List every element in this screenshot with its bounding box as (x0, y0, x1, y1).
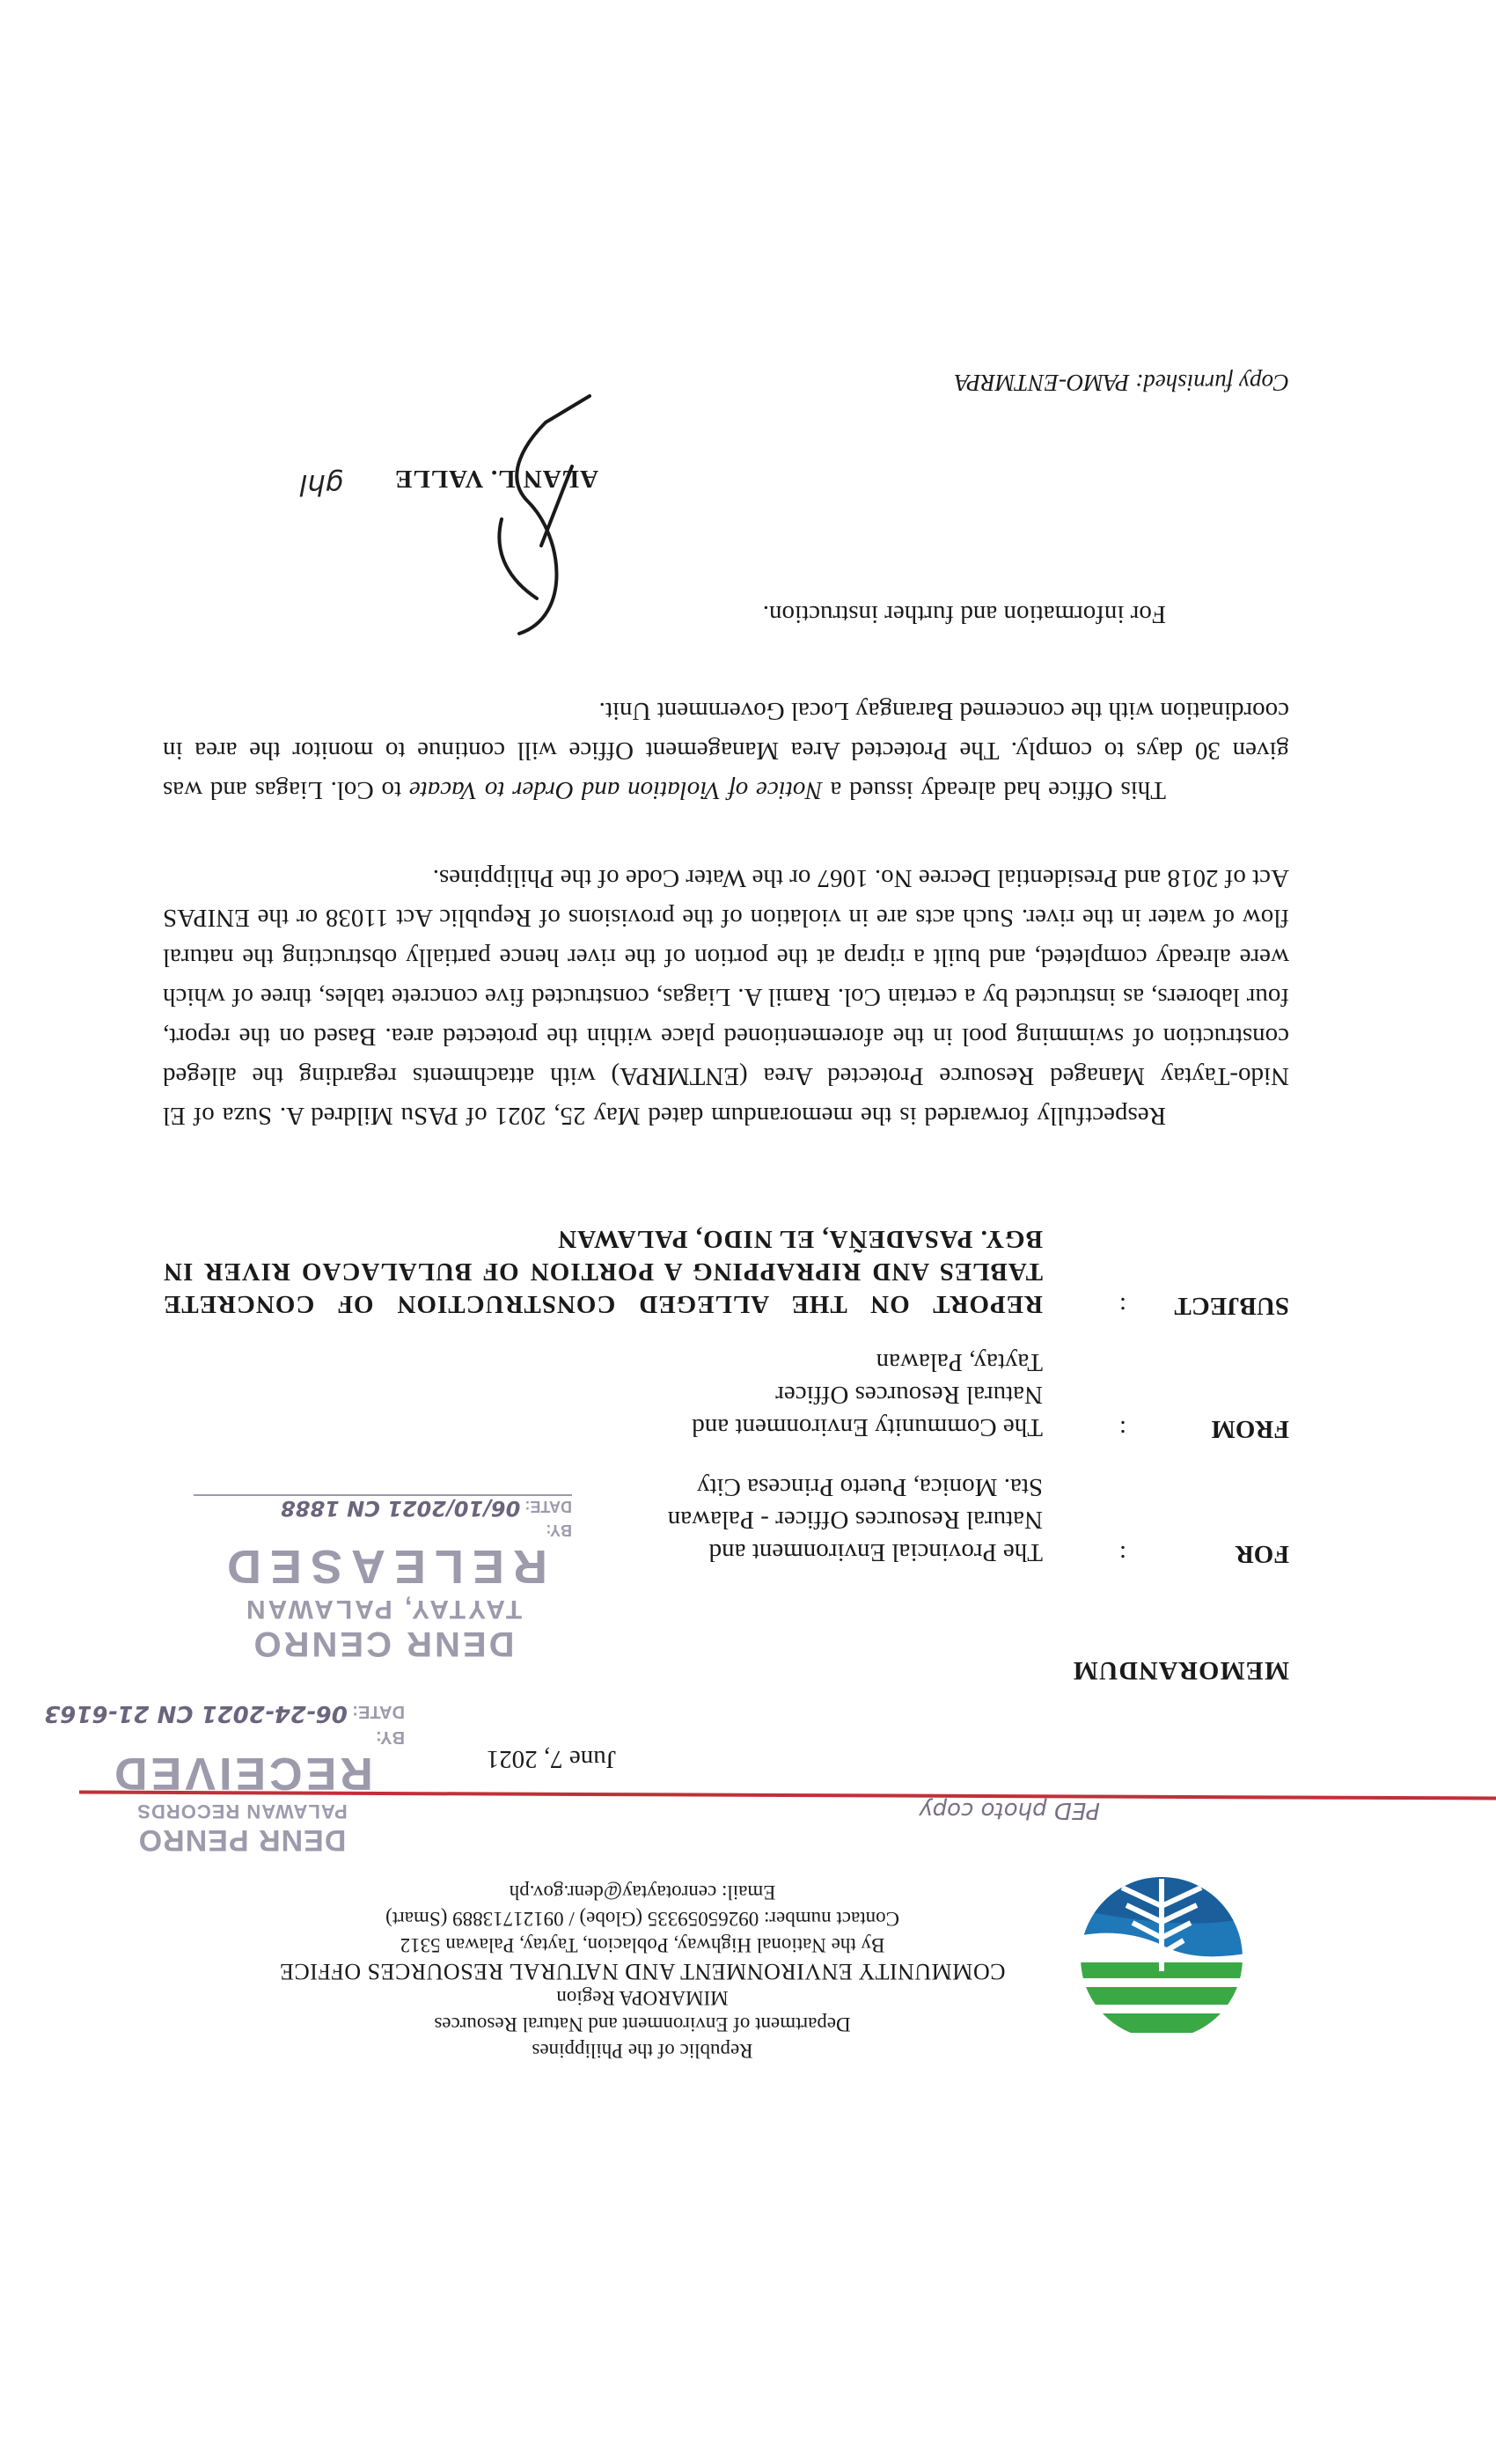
for-label: FOR (1235, 1540, 1289, 1568)
from-line-2: Natural Resources Officer (775, 1381, 1043, 1409)
subject-label: SUBJECT (1174, 1292, 1289, 1320)
from-colon: : (1118, 1415, 1126, 1443)
from-line-3: Taytay, Palawan (876, 1348, 1043, 1376)
for-line-3: Sta. Monica, Puerto Princesa City (696, 1473, 1043, 1501)
received-date-label: DATE: (352, 1702, 405, 1721)
signature-scribble-icon (449, 387, 625, 651)
header-address: By the National Highway, Poblacion, Taytay, Palawan 5312 (400, 1934, 885, 1956)
released-stamp (194, 1494, 572, 1663)
copy-furnished: Copy furnished: PAMO-ENTMRPA (955, 370, 1289, 396)
handwritten-note: PED photo copy (919, 1797, 1100, 1823)
header-department: Department of Environment and Natural Resources (434, 2013, 851, 2035)
letterhead (202, 1879, 1082, 2064)
signatory-name: ALAN L. VALLE (394, 465, 598, 493)
subject-text: REPORT ON THE ALLEGED CONSTRUCTION OF CONCRETE TABLES AND RIPRAPPING A PORTION OF BULALACAO RIVER IN BGY. PASADEÑA, EL NIDO, PALAWAN (163, 1225, 1043, 1318)
received-stamp-by (79, 1727, 405, 1747)
released-by-label: BY: (546, 1522, 572, 1539)
received-date-value: 06-24-2021 CN 21-6163 (44, 1700, 348, 1727)
denr-logo-icon (1078, 1874, 1245, 2042)
header-office: COMMUNITY ENVIRONMENT AND NATURAL RESOURCES OFFICE (279, 1959, 1006, 1984)
from-label: FROM (1211, 1415, 1289, 1443)
released-stamp-org: DENR CENRO (251, 1624, 515, 1663)
received-stamp (44, 1700, 405, 1857)
body-paragraph-3: For information and further instruction. (762, 600, 1166, 628)
received-by-label: BY: (376, 1727, 405, 1747)
released-stamp-date (194, 1494, 572, 1521)
header-region: MIMAROPA Region (556, 1987, 729, 2009)
subject-colon: : (1118, 1292, 1126, 1320)
for-recipient (668, 1470, 1043, 1568)
paragraph-2-notice: Notice of Violation and Order to Vacate (408, 776, 823, 804)
released-stamp-status: RELEASED (217, 1540, 548, 1593)
header-republic: Republic of the Philippines (532, 2040, 753, 2062)
memo-date: June 7, 2021 (486, 1745, 616, 1773)
paragraph-2-intro: This Office had already issued a (822, 776, 1166, 804)
released-stamp-by (194, 1521, 572, 1539)
header-email: Email: cenrotaytay@denr.gov.ph (509, 1881, 776, 1903)
body-paragraph-1: Respectfully forwarded is the memorandum dated May 25, 2021 of PASu Mildred A. Suza of El Nido-Taytay Managed Resource Protected Area (ENTMRPA) with attachments regarding the alleged construction of swimming pool in the aforementioned place within the protected area. Based on the report, four laborers, as instructed by a certain Col. Ramil A. Liagas, constructed five concrete tables, three of which were already completed, and built a riprap at the portion of the river hence partially obstructing the natural flow of water in the river. Such acts are in violation of the provisions of Republic Act 11038 or the ENIPAS Act of 2018 and Presidential Decree No. 1067 or the Water Code of the Philippines. (163, 864, 1289, 1130)
received-stamp-unit: PALAWAN RECORDS (136, 1800, 348, 1822)
for-line-2: Natural Resources Officer - Palawan (667, 1506, 1043, 1534)
denr-logo (1078, 1874, 1245, 2042)
memo-title: MEMORANDUM (1072, 1656, 1289, 1685)
released-date-value: 06/10/2021 CN 1888 (280, 1496, 521, 1521)
released-date-label: DATE: (524, 1498, 572, 1515)
received-stamp-org: DENR PENRO (137, 1823, 347, 1857)
for-line-1: The Provincial Environment and (708, 1538, 1043, 1566)
paragraph-2-rest: to Col. Liagas and was given 30 days to comply. The Protected Area Management Office will continue to monitor the area in coordination with the concerned Barangay Local Government Unit. (163, 697, 1289, 804)
received-stamp-date (44, 1700, 405, 1727)
from-sender (692, 1346, 1043, 1443)
from-line-1: The Community Environment and (692, 1413, 1043, 1441)
initials: ghl (299, 468, 343, 502)
body-paragraph-2 (163, 691, 1289, 810)
signature (449, 387, 625, 651)
header-contact: Contact number: 09265059335 (Globe) / 09121713889 (Smart) (385, 1908, 899, 1930)
received-stamp-status: RECEIVED (111, 1748, 373, 1799)
for-colon: : (1118, 1540, 1126, 1568)
released-stamp-unit: TAYTAY, PALAWAN (243, 1595, 523, 1624)
